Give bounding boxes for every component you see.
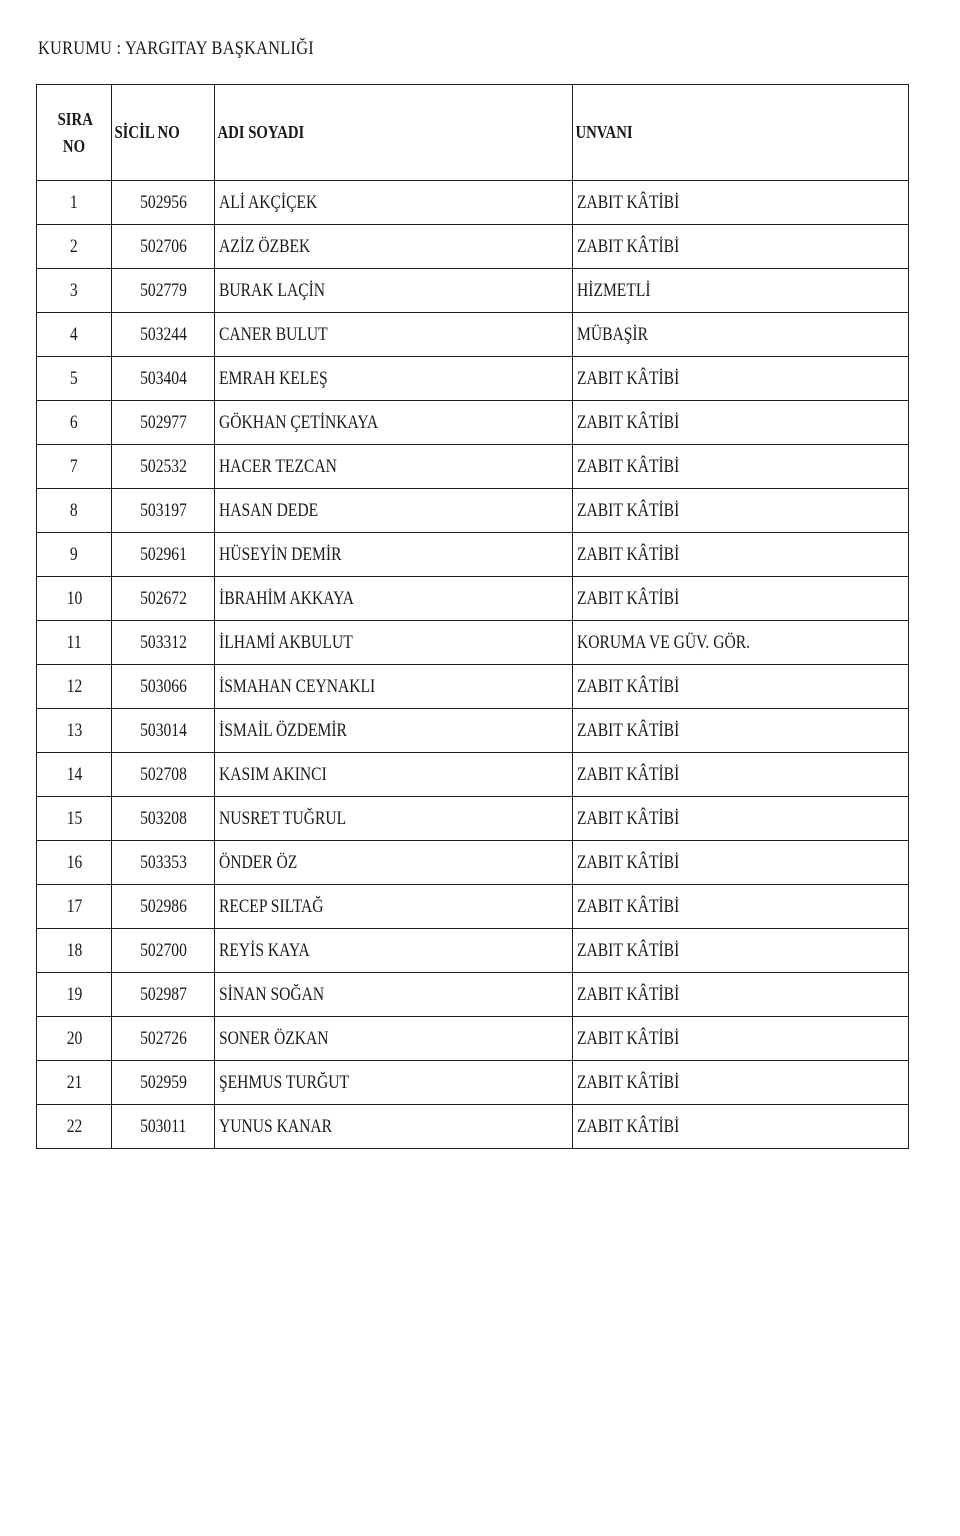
title-cell [573,885,909,929]
sicil-no-cell-text: 502706 [139,235,187,257]
name-cell-text: İSMAİL ÖZDEMİR [219,719,347,741]
name-cell-text: KASIM AKINCI [219,763,327,785]
title-cell [573,489,909,533]
name-cell-text: SİNAN SOĞAN [219,983,325,1005]
sira-cell-text: 17 [66,895,82,917]
sira-cell-text: 2 [70,235,78,257]
name-cell-text: RECEP SILTAĞ [219,895,324,917]
sira-cell-text: 8 [70,499,78,521]
name-cell-text: BURAK LAÇİN [219,279,326,301]
title-cell-text: ZABIT KÂTİBİ [577,587,680,609]
sira-cell [37,973,112,1017]
table-row [37,225,909,269]
title-cell [573,225,909,269]
title-cell-text: ZABIT KÂTİBİ [577,675,680,697]
column-header-name [215,85,573,181]
sira-cell [37,797,112,841]
sira-cell [37,885,112,929]
name-cell-text: CANER BULUT [219,323,328,345]
title-cell [573,929,909,973]
title-cell [573,445,909,489]
name-cell [215,621,573,665]
sira-cell-text: 19 [66,983,82,1005]
sira-cell-text: 22 [66,1115,82,1137]
name-cell-text: ALİ AKÇİÇEK [219,191,318,213]
table-row [37,621,909,665]
title-cell-text: ZABIT KÂTİBİ [577,191,680,213]
name-cell [215,489,573,533]
table-row [37,313,909,357]
name-cell [215,709,573,753]
sicil-no-cell [112,357,215,401]
name-cell-text: İSMAHAN CEYNAKLI [219,675,376,697]
sicil-no-cell-text: 502987 [139,983,187,1005]
sira-cell-text: 1 [70,191,78,213]
table-row [37,269,909,313]
sicil-no-cell-text: 502726 [139,1027,187,1049]
name-cell [215,1105,573,1149]
sira-cell-text: 5 [70,367,78,389]
name-cell-text: NUSRET TUĞRUL [219,807,347,829]
name-cell [215,401,573,445]
sicil-no-cell [112,797,215,841]
sicil-no-cell-text: 502977 [139,411,187,433]
sicil-no-cell [112,533,215,577]
name-cell [215,577,573,621]
table-row [37,709,909,753]
sira-cell [37,225,112,269]
column-header-sicil [112,85,215,181]
sicil-no-cell-text: 502959 [139,1071,187,1093]
sira-cell-text: 20 [66,1027,82,1049]
title-cell-text: ZABIT KÂTİBİ [577,939,680,961]
sira-cell [37,357,112,401]
sicil-no-cell [112,269,215,313]
sira-cell-text: 4 [70,323,78,345]
sicil-no-cell-text: 502700 [139,939,187,961]
title-cell [573,841,909,885]
sicil-no-cell [112,1017,215,1061]
sira-cell-text: 14 [66,763,82,785]
name-cell [215,445,573,489]
name-cell-text: GÖKHAN ÇETİNKAYA [219,411,379,433]
sicil-no-cell [112,973,215,1017]
column-header-title-label: UNVANI [575,122,633,142]
table-row [37,1061,909,1105]
name-cell [215,313,573,357]
sicil-no-cell-text: 503404 [139,367,187,389]
sicil-no-cell [112,225,215,269]
sira-cell [37,1061,112,1105]
title-cell-text: ZABIT KÂTİBİ [577,983,680,1005]
sicil-no-cell-text: 502779 [139,279,187,301]
sicil-no-cell-text: 502956 [139,191,187,213]
sicil-no-cell-text: 502708 [139,763,187,785]
name-cell-text: İLHAMİ AKBULUT [219,631,353,653]
name-cell-text: AZİZ ÖZBEK [219,235,311,257]
title-cell-text: ZABIT KÂTİBİ [577,763,680,785]
table-row [37,577,909,621]
sira-cell-text: 12 [66,675,82,697]
title-cell-text: ZABIT KÂTİBİ [577,807,680,829]
name-cell [215,929,573,973]
title-cell-text: HİZMETLİ [577,279,651,301]
title-cell-text: ZABIT KÂTİBİ [577,455,680,477]
title-cell [573,1105,909,1149]
sira-cell [37,533,112,577]
sicil-no-cell-text: 503312 [139,631,187,653]
title-cell-text: ZABIT KÂTİBİ [577,499,680,521]
name-cell-text: SONER ÖZKAN [219,1027,329,1049]
sira-cell [37,313,112,357]
sicil-no-cell-text: 503208 [139,807,187,829]
sicil-no-cell-text: 502961 [139,543,187,565]
title-cell-text: ZABIT KÂTİBİ [577,1027,680,1049]
name-cell-text: HACER TEZCAN [219,455,337,477]
table-row [37,533,909,577]
name-cell-text: ÖNDER ÖZ [219,851,298,873]
sira-cell [37,621,112,665]
name-cell [215,357,573,401]
sira-cell [37,929,112,973]
column-header-title [573,85,909,181]
table-row [37,797,909,841]
sicil-no-cell-text: 502532 [139,455,187,477]
sicil-no-cell [112,929,215,973]
sira-cell-text: 15 [66,807,82,829]
sira-cell-text: 6 [70,411,78,433]
name-cell-text: İBRAHİM AKKAYA [219,587,354,609]
table-row [37,1017,909,1061]
sira-cell-text: 10 [66,587,82,609]
name-cell-text: EMRAH KELEŞ [219,367,328,389]
sira-cell [37,181,112,225]
sicil-no-cell [112,181,215,225]
header-row [37,85,909,181]
sicil-no-cell [112,665,215,709]
sicil-no-cell-text: 502672 [139,587,187,609]
name-cell [215,533,573,577]
title-cell [573,577,909,621]
sira-cell-text: 11 [66,631,82,653]
sira-cell-text: 7 [70,455,78,477]
sicil-no-cell [112,1061,215,1105]
sicil-no-cell [112,445,215,489]
name-cell-text: YUNUS KANAR [219,1115,332,1137]
table-body [37,181,909,1149]
title-cell [573,533,909,577]
personnel-table [36,84,909,1149]
title-cell [573,181,909,225]
name-cell [215,269,573,313]
sicil-no-cell [112,401,215,445]
sira-cell [37,269,112,313]
table-row [37,445,909,489]
title-cell-text: ZABIT KÂTİBİ [577,851,680,873]
sicil-no-cell [112,709,215,753]
name-cell-text: ŞEHMUS TURĞUT [219,1071,349,1093]
table-row [37,753,909,797]
title-cell-text: MÜBAŞİR [577,323,648,345]
name-cell-text: REYİS KAYA [219,939,310,961]
table-row [37,401,909,445]
sicil-no-cell [112,753,215,797]
name-cell [215,1017,573,1061]
sicil-no-cell-text: 503244 [139,323,187,345]
table-row [37,357,909,401]
sicil-no-cell [112,489,215,533]
name-cell-text: HASAN DEDE [219,499,319,521]
title-cell-text: ZABIT KÂTİBİ [577,411,680,433]
title-cell [573,401,909,445]
title-cell [573,1061,909,1105]
sira-cell [37,445,112,489]
table-header [37,85,909,181]
table-row [37,489,909,533]
sira-cell [37,841,112,885]
table-row [37,885,909,929]
sicil-no-cell [112,621,215,665]
sira-cell [37,1017,112,1061]
title-cell [573,313,909,357]
name-cell [215,797,573,841]
title-cell [573,269,909,313]
table-row [37,665,909,709]
sicil-no-cell-text: 503066 [139,675,187,697]
title-cell-text: ZABIT KÂTİBİ [577,719,680,741]
institution-line: KURUMU : YARGITAY BAŞKANLIĞI [38,38,314,59]
sicil-no-cell-text: 503197 [139,499,187,521]
sira-cell-text: 21 [66,1071,82,1093]
title-cell [573,797,909,841]
sicil-no-cell [112,885,215,929]
table-row [37,1105,909,1149]
name-cell [215,225,573,269]
name-cell [215,181,573,225]
name-cell [215,973,573,1017]
title-cell [573,357,909,401]
sira-cell [37,489,112,533]
sira-cell [37,709,112,753]
title-cell-text: ZABIT KÂTİBİ [577,235,680,257]
sira-cell [37,1105,112,1149]
table-row [37,973,909,1017]
name-cell-text: HÜSEYİN DEMİR [219,543,342,565]
institution-header [38,38,314,60]
table-row [37,181,909,225]
sira-cell [37,401,112,445]
sicil-no-cell [112,577,215,621]
sira-cell-text: 18 [66,939,82,961]
title-cell [573,621,909,665]
sicil-no-cell [112,841,215,885]
title-cell-text: KORUMA VE GÜV. GÖR. [577,631,750,653]
title-cell [573,1017,909,1061]
column-header-sira [37,85,112,181]
column-header-sicil-label: SİCİL NO [114,122,180,142]
name-cell [215,1061,573,1105]
sira-cell-text: 9 [70,543,78,565]
title-cell-text: ZABIT KÂTİBİ [577,1115,680,1137]
sira-cell [37,577,112,621]
column-header-name-label: ADI SOYADI [217,122,305,142]
sicil-no-cell-text: 503011 [139,1115,187,1137]
title-cell-text: ZABIT KÂTİBİ [577,543,680,565]
sicil-no-cell-text: 502986 [139,895,187,917]
sicil-no-cell-text: 503014 [139,719,187,741]
name-cell [215,753,573,797]
title-cell-text: ZABIT KÂTİBİ [577,1071,680,1093]
sira-cell-text: 16 [66,851,82,873]
title-cell [573,753,909,797]
name-cell [215,841,573,885]
sicil-no-cell [112,1105,215,1149]
title-cell [573,665,909,709]
sira-cell-text: 3 [70,279,78,301]
title-cell-text: ZABIT KÂTİBİ [577,367,680,389]
column-header-sira-label: SIRA NO [57,108,93,156]
title-cell [573,973,909,1017]
sicil-no-cell [112,313,215,357]
name-cell [215,885,573,929]
title-cell-text: ZABIT KÂTİBİ [577,895,680,917]
table-row [37,929,909,973]
sira-cell [37,665,112,709]
name-cell [215,665,573,709]
sira-cell [37,753,112,797]
table-row [37,841,909,885]
sira-cell-text: 13 [66,719,82,741]
sicil-no-cell-text: 503353 [139,851,187,873]
title-cell [573,709,909,753]
